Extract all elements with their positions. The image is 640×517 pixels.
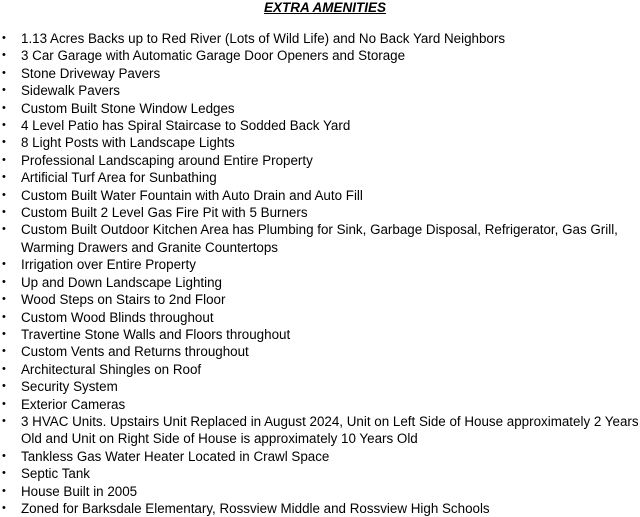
list-item-text: Stone Driveway Pavers	[21, 65, 161, 81]
list-item-text: Irrigation over Entire Property	[21, 257, 196, 273]
bullet-icon: •	[2, 49, 6, 62]
list-item	[0, 117, 640, 134]
list-item	[0, 309, 640, 326]
list-item-text: Travertine Stone Walls and Floors throughout	[21, 326, 291, 342]
list-item-text: Custom Built Water Fountain with Auto Drain and Auto Fill	[21, 187, 363, 203]
list-item	[0, 500, 640, 517]
list-item-text: Sidewalk Pavers	[21, 83, 120, 99]
list-item	[0, 274, 640, 291]
list-item	[0, 65, 640, 82]
list-item	[0, 448, 640, 465]
bullet-icon: •	[2, 206, 6, 219]
bullet-icon: •	[2, 467, 6, 480]
list-item-text: 3 Car Garage with Automatic Garage Door Openers and Storage	[21, 48, 406, 64]
bullet-icon: •	[2, 136, 6, 149]
bullet-icon: •	[2, 171, 6, 184]
list-item-text: Architectural Shingles on Roof	[21, 361, 202, 377]
list-item-text: Tankless Gas Water Heater Located in Crawl Space	[21, 448, 330, 464]
list-item	[0, 291, 640, 308]
bullet-icon: •	[2, 101, 6, 114]
list-item	[0, 47, 640, 64]
bullet-icon: •	[2, 119, 6, 132]
page-title: EXTRA AMENITIES	[263, 0, 386, 15]
list-item	[0, 204, 640, 221]
list-item-text: Artificial Turf Area for Sunbathing	[21, 170, 217, 186]
bullet-icon: •	[2, 414, 6, 427]
list-item	[0, 221, 640, 256]
list-item-text: 8 Light Posts with Landscape Lights	[21, 135, 235, 151]
list-item-text: Custom Built Outdoor Kitchen Area has Plumbing for Sink, Garbage Disposal, Refrigerator, Gas Grill, Warming Drawers and Granite Countertops	[21, 222, 618, 255]
bullet-icon: •	[2, 258, 6, 271]
list-item	[0, 465, 640, 482]
bullet-icon: •	[2, 327, 6, 340]
list-item	[0, 361, 640, 378]
bullet-icon: •	[2, 293, 6, 306]
bullet-icon: •	[2, 484, 6, 497]
list-item-text: 1.13 Acres Backs up to Red River (Lots of Wild Life) and No Back Yard Neighbors	[21, 31, 506, 46]
bullet-icon: •	[2, 449, 6, 462]
bullet-icon: •	[2, 380, 6, 393]
amenities-list	[0, 30, 640, 517]
list-item	[0, 134, 640, 151]
list-item-text: Custom Built Stone Window Ledges	[21, 100, 235, 116]
bullet-icon: •	[2, 501, 6, 514]
bullet-icon: •	[2, 397, 6, 410]
list-item-text: 4 Level Patio has Spiral Staircase to Sodded Back Yard	[21, 118, 351, 134]
list-item	[0, 343, 640, 360]
list-item-text: House Built in 2005	[21, 483, 138, 499]
bullet-icon: •	[2, 223, 6, 236]
list-item-text: Custom Vents and Returns throughout	[21, 344, 249, 360]
bullet-icon: •	[2, 275, 6, 288]
list-item	[0, 169, 640, 186]
list-item	[0, 396, 640, 413]
bullet-icon: •	[2, 362, 6, 375]
list-item-text: Exterior Cameras	[21, 396, 126, 412]
list-item	[0, 256, 640, 273]
list-item	[0, 378, 640, 395]
bullet-icon: •	[2, 32, 6, 44]
list-item-text: Professional Landscaping around Entire Property	[21, 152, 313, 168]
list-item	[0, 30, 640, 47]
bullet-icon: •	[2, 188, 6, 201]
list-item-text: Custom Built 2 Level Gas Fire Pit with 5 Burners	[21, 205, 308, 221]
bullet-icon: •	[2, 66, 6, 79]
list-item	[0, 100, 640, 117]
list-item-text: Septic Tank	[21, 466, 90, 482]
bullet-icon: •	[2, 345, 6, 358]
list-item	[0, 82, 640, 99]
list-item-text: 3 HVAC Units. Upstairs Unit Replaced in August 2024, Unit on Left Side of House approximately 2 Years Old and Unit on Right Side of House is approximately 10 Years Old	[21, 413, 639, 447]
list-item	[0, 187, 640, 204]
list-item	[0, 413, 640, 448]
list-item-text: Wood Steps on Stairs to 2nd Floor	[21, 292, 226, 308]
bullet-icon: •	[2, 153, 6, 166]
list-item	[0, 152, 640, 169]
bullet-icon: •	[2, 84, 6, 97]
bullet-icon: •	[2, 310, 6, 323]
list-item-text: Custom Wood Blinds throughout	[21, 309, 214, 325]
list-item-text: Zoned for Barksdale Elementary, Rossview Middle and Rossview High Schools	[21, 500, 490, 516]
list-item-text: Up and Down Landscape Lighting	[21, 274, 223, 290]
list-item-text: Security System	[21, 379, 118, 395]
list-item	[0, 326, 640, 343]
list-item	[0, 483, 640, 500]
